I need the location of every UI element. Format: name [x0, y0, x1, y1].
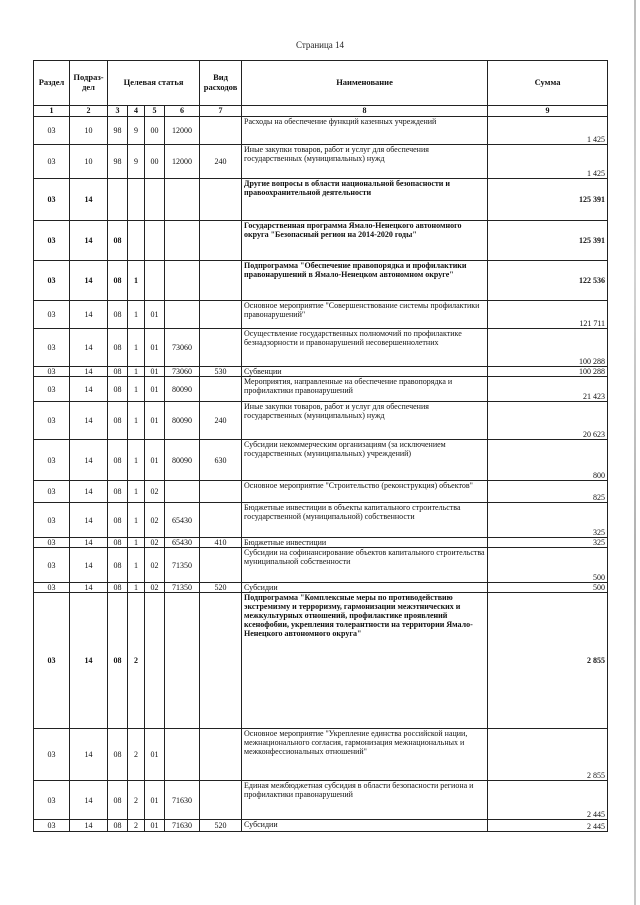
program-code-cell: 98 — [108, 117, 128, 145]
subprogram-code-cell: 1 — [128, 329, 145, 367]
table-row — [34, 145, 608, 179]
expense-type-cell — [200, 729, 242, 781]
program-code-cell: 08 — [108, 377, 128, 402]
direction-code-cell: 80090 — [165, 440, 200, 481]
column-number-row — [34, 106, 608, 117]
table-row — [34, 781, 608, 820]
subprogram-code-cell: 2 — [128, 781, 145, 820]
subprogram-code-cell — [128, 221, 145, 261]
table-row — [34, 820, 608, 832]
podrazdel-cell: 14 — [70, 301, 108, 329]
col-razdel-header: Раздел — [34, 61, 70, 106]
direction-code-cell: 71350 — [165, 583, 200, 593]
program-code-cell: 08 — [108, 781, 128, 820]
measure-code-cell — [145, 221, 165, 261]
table-row — [34, 503, 608, 538]
program-code-cell: 08 — [108, 820, 128, 832]
expense-type-cell — [200, 377, 242, 402]
col-number: 9 — [488, 106, 608, 117]
program-code-cell: 08 — [108, 593, 128, 729]
amount-cell: 122 536 — [488, 261, 608, 301]
razdel-cell: 03 — [34, 117, 70, 145]
podrazdel-cell: 14 — [70, 402, 108, 440]
direction-code-cell: 71630 — [165, 820, 200, 832]
podrazdel-cell: 14 — [70, 538, 108, 548]
razdel-cell: 03 — [34, 538, 70, 548]
podrazdel-cell: 14 — [70, 820, 108, 832]
program-code-cell: 08 — [108, 583, 128, 593]
direction-code-cell: 12000 — [165, 117, 200, 145]
table-row — [34, 583, 608, 593]
name-cell: Субсидии некоммерческим организациям (за исключением государственных (муниципальных) учреждений) — [242, 440, 488, 481]
expense-type-cell: 520 — [200, 583, 242, 593]
name-cell: Основное мероприятие "Строительство (реконструкция) объектов" — [242, 481, 488, 503]
program-code-cell: 08 — [108, 538, 128, 548]
razdel-cell: 03 — [34, 548, 70, 583]
amount-cell: 100 288 — [488, 329, 608, 367]
program-code-cell — [108, 179, 128, 221]
col-number: 8 — [242, 106, 488, 117]
measure-code-cell: 01 — [145, 329, 165, 367]
direction-code-cell: 80090 — [165, 402, 200, 440]
amount-cell: 100 288 — [488, 367, 608, 377]
subprogram-code-cell: 2 — [128, 593, 145, 729]
name-cell: Субвенции — [242, 367, 488, 377]
expense-type-cell: 530 — [200, 367, 242, 377]
expense-type-cell: 240 — [200, 402, 242, 440]
razdel-cell: 03 — [34, 377, 70, 402]
podrazdel-cell: 14 — [70, 503, 108, 538]
amount-cell: 825 — [488, 481, 608, 503]
name-cell: Субсидии — [242, 820, 488, 832]
podrazdel-cell: 14 — [70, 329, 108, 367]
scan-edge — [634, 0, 636, 905]
podrazdel-cell: 14 — [70, 583, 108, 593]
column-header-row — [34, 61, 608, 106]
razdel-cell: 03 — [34, 503, 70, 538]
name-cell: Другие вопросы в области национальной безопасности и правоохранительной деятельности — [242, 179, 488, 221]
expense-type-cell — [200, 548, 242, 583]
name-cell: Бюджетные инвестиции в объекты капитального строительства государственной (муниципальной) собственности — [242, 503, 488, 538]
col-number: 2 — [70, 106, 108, 117]
razdel-cell: 03 — [34, 781, 70, 820]
podrazdel-cell: 14 — [70, 367, 108, 377]
col-vid-header: Вид расходов — [200, 61, 242, 106]
razdel-cell: 03 — [34, 440, 70, 481]
amount-cell: 2 855 — [488, 729, 608, 781]
subprogram-code-cell: 1 — [128, 538, 145, 548]
measure-code-cell: 01 — [145, 440, 165, 481]
name-cell: Бюджетные инвестиции — [242, 538, 488, 548]
program-code-cell: 08 — [108, 503, 128, 538]
subprogram-code-cell: 9 — [128, 117, 145, 145]
expense-type-cell — [200, 481, 242, 503]
razdel-cell: 03 — [34, 481, 70, 503]
program-code-cell: 08 — [108, 261, 128, 301]
col-summa-header: Сумма — [488, 61, 608, 106]
program-code-cell: 08 — [108, 367, 128, 377]
podrazdel-cell: 14 — [70, 593, 108, 729]
table-row — [34, 179, 608, 221]
direction-code-cell — [165, 221, 200, 261]
direction-code-cell: 65430 — [165, 503, 200, 538]
direction-code-cell — [165, 729, 200, 781]
subprogram-code-cell: 1 — [128, 503, 145, 538]
razdel-cell: 03 — [34, 179, 70, 221]
amount-cell: 2 445 — [488, 781, 608, 820]
razdel-cell: 03 — [34, 329, 70, 367]
podrazdel-cell: 14 — [70, 548, 108, 583]
razdel-cell: 03 — [34, 221, 70, 261]
program-code-cell: 98 — [108, 145, 128, 179]
razdel-cell: 03 — [34, 593, 70, 729]
expense-type-cell — [200, 221, 242, 261]
name-cell: Основное мероприятие "Укрепление единства российской нации, межнационального согласия, гармонизация межнациональных и межконфессиональных отношений" — [242, 729, 488, 781]
program-code-cell: 08 — [108, 402, 128, 440]
subprogram-code-cell: 1 — [128, 548, 145, 583]
measure-code-cell: 02 — [145, 481, 165, 503]
direction-code-cell — [165, 261, 200, 301]
table-body — [34, 117, 608, 832]
amount-cell: 500 — [488, 583, 608, 593]
razdel-cell: 03 — [34, 729, 70, 781]
measure-code-cell: 00 — [145, 117, 165, 145]
table-row — [34, 481, 608, 503]
expense-type-cell: 240 — [200, 145, 242, 179]
table-row — [34, 593, 608, 729]
name-cell: Иные закупки товаров, работ и услуг для обеспечения государственных (муниципальных) нужд — [242, 402, 488, 440]
podrazdel-cell: 14 — [70, 377, 108, 402]
table-row — [34, 329, 608, 367]
expense-type-cell — [200, 261, 242, 301]
amount-cell: 2 445 — [488, 820, 608, 832]
col-number: 6 — [165, 106, 200, 117]
subprogram-code-cell: 2 — [128, 729, 145, 781]
measure-code-cell — [145, 179, 165, 221]
measure-code-cell: 02 — [145, 538, 165, 548]
col-number: 5 — [145, 106, 165, 117]
expense-type-cell — [200, 593, 242, 729]
col-celevaya-header: Целевая статья — [108, 61, 200, 106]
direction-code-cell — [165, 179, 200, 221]
table-row — [34, 117, 608, 145]
measure-code-cell: 02 — [145, 583, 165, 593]
measure-code-cell: 02 — [145, 548, 165, 583]
col-podrazdel-header: Подраз- дел — [70, 61, 108, 106]
amount-cell: 121 711 — [488, 301, 608, 329]
razdel-cell: 03 — [34, 820, 70, 832]
measure-code-cell — [145, 593, 165, 729]
razdel-cell: 03 — [34, 402, 70, 440]
name-cell: Субсидии — [242, 583, 488, 593]
name-cell: Осуществление государственных полномочий по профилактике безнадзорности и правонарушений несовершеннолетних — [242, 329, 488, 367]
amount-cell: 325 — [488, 503, 608, 538]
name-cell: Субсидии на софинансирование объектов капитального строительства муниципальной собственности — [242, 548, 488, 583]
expense-type-cell: 630 — [200, 440, 242, 481]
program-code-cell: 08 — [108, 440, 128, 481]
measure-code-cell: 01 — [145, 377, 165, 402]
name-cell: Мероприятия, направленные на обеспечение правопорядка и профилактики правонарушений — [242, 377, 488, 402]
direction-code-cell — [165, 481, 200, 503]
program-code-cell: 08 — [108, 221, 128, 261]
subprogram-code-cell: 2 — [128, 820, 145, 832]
amount-cell: 125 391 — [488, 221, 608, 261]
subprogram-code-cell: 1 — [128, 583, 145, 593]
direction-code-cell: 65430 — [165, 538, 200, 548]
table-row — [34, 402, 608, 440]
name-cell: Подпрограмма "Обеспечение правопорядка и профилактики правонарушений в Ямало-Ненецком автономном округе" — [242, 261, 488, 301]
direction-code-cell: 12000 — [165, 145, 200, 179]
name-cell: Подпрограмма "Комплексные меры по противодействию экстремизму и терроризму, гармонизации межэтнических и межкультурных отношений, профилактике проявлений ксенофобии, укрепления толерантности на территории Ямало-Ненецкого автономного округа" — [242, 593, 488, 729]
direction-code-cell: 73060 — [165, 367, 200, 377]
amount-cell: 800 — [488, 440, 608, 481]
podrazdel-cell: 14 — [70, 729, 108, 781]
podrazdel-cell: 10 — [70, 117, 108, 145]
subprogram-code-cell: 1 — [128, 301, 145, 329]
direction-code-cell — [165, 593, 200, 729]
page-number-label: Страница 14 — [295, 40, 345, 50]
razdel-cell: 03 — [34, 583, 70, 593]
expense-type-cell — [200, 781, 242, 820]
measure-code-cell: 01 — [145, 781, 165, 820]
expense-type-cell: 520 — [200, 820, 242, 832]
direction-code-cell — [165, 301, 200, 329]
table-row — [34, 729, 608, 781]
measure-code-cell — [145, 261, 165, 301]
subprogram-code-cell: 9 — [128, 145, 145, 179]
program-code-cell: 08 — [108, 329, 128, 367]
table-row — [34, 538, 608, 548]
amount-cell: 20 623 — [488, 402, 608, 440]
expense-type-cell: 410 — [200, 538, 242, 548]
measure-code-cell: 01 — [145, 367, 165, 377]
razdel-cell: 03 — [34, 367, 70, 377]
measure-code-cell: 01 — [145, 820, 165, 832]
direction-code-cell: 73060 — [165, 329, 200, 367]
subprogram-code-cell: 1 — [128, 402, 145, 440]
podrazdel-cell: 10 — [70, 145, 108, 179]
col-number: 7 — [200, 106, 242, 117]
expense-type-cell — [200, 301, 242, 329]
expense-type-cell — [200, 179, 242, 221]
expense-type-cell — [200, 329, 242, 367]
table-row — [34, 548, 608, 583]
table-row — [34, 367, 608, 377]
program-code-cell: 08 — [108, 301, 128, 329]
subprogram-code-cell: 1 — [128, 261, 145, 301]
col-naim-header: Наименование — [242, 61, 488, 106]
col-number: 1 — [34, 106, 70, 117]
measure-code-cell: 00 — [145, 145, 165, 179]
program-code-cell: 08 — [108, 729, 128, 781]
subprogram-code-cell: 1 — [128, 377, 145, 402]
budget-table — [33, 60, 608, 832]
measure-code-cell: 01 — [145, 301, 165, 329]
col-number: 4 — [128, 106, 145, 117]
podrazdel-cell: 14 — [70, 781, 108, 820]
podrazdel-cell: 14 — [70, 179, 108, 221]
podrazdel-cell: 14 — [70, 221, 108, 261]
program-code-cell: 08 — [108, 481, 128, 503]
amount-cell: 2 855 — [488, 593, 608, 729]
name-cell: Иные закупки товаров, работ и услуг для обеспечения государственных (муниципальных) нужд — [242, 145, 488, 179]
razdel-cell: 03 — [34, 261, 70, 301]
subprogram-code-cell: 1 — [128, 481, 145, 503]
podrazdel-cell: 14 — [70, 261, 108, 301]
name-cell: Единая межбюджетная субсидия в области безопасности региона и профилактики правонарушений — [242, 781, 488, 820]
name-cell: Расходы на обеспечение функций казенных учреждений — [242, 117, 488, 145]
measure-code-cell: 01 — [145, 729, 165, 781]
amount-cell: 1 425 — [488, 145, 608, 179]
amount-cell: 1 425 — [488, 117, 608, 145]
expense-type-cell — [200, 503, 242, 538]
subprogram-code-cell — [128, 179, 145, 221]
subprogram-code-cell: 1 — [128, 367, 145, 377]
subprogram-code-cell: 1 — [128, 440, 145, 481]
table-row — [34, 261, 608, 301]
direction-code-cell: 71630 — [165, 781, 200, 820]
expense-type-cell — [200, 117, 242, 145]
amount-cell: 125 391 — [488, 179, 608, 221]
table-row — [34, 377, 608, 402]
measure-code-cell: 02 — [145, 503, 165, 538]
table-row — [34, 440, 608, 481]
amount-cell: 500 — [488, 548, 608, 583]
direction-code-cell: 71350 — [165, 548, 200, 583]
direction-code-cell: 80090 — [165, 377, 200, 402]
amount-cell: 325 — [488, 538, 608, 548]
name-cell: Основное мероприятие "Совершенствование системы профилактики правонарушений" — [242, 301, 488, 329]
program-code-cell: 08 — [108, 548, 128, 583]
name-cell: Государственная программа Ямало-Ненецкого автономного округа "Безопасный регион на 2014-2020 годы" — [242, 221, 488, 261]
col-number: 3 — [108, 106, 128, 117]
podrazdel-cell: 14 — [70, 481, 108, 503]
table-row — [34, 221, 608, 261]
razdel-cell: 03 — [34, 145, 70, 179]
measure-code-cell: 01 — [145, 402, 165, 440]
podrazdel-cell: 14 — [70, 440, 108, 481]
table-row — [34, 301, 608, 329]
razdel-cell: 03 — [34, 301, 70, 329]
amount-cell: 21 423 — [488, 377, 608, 402]
